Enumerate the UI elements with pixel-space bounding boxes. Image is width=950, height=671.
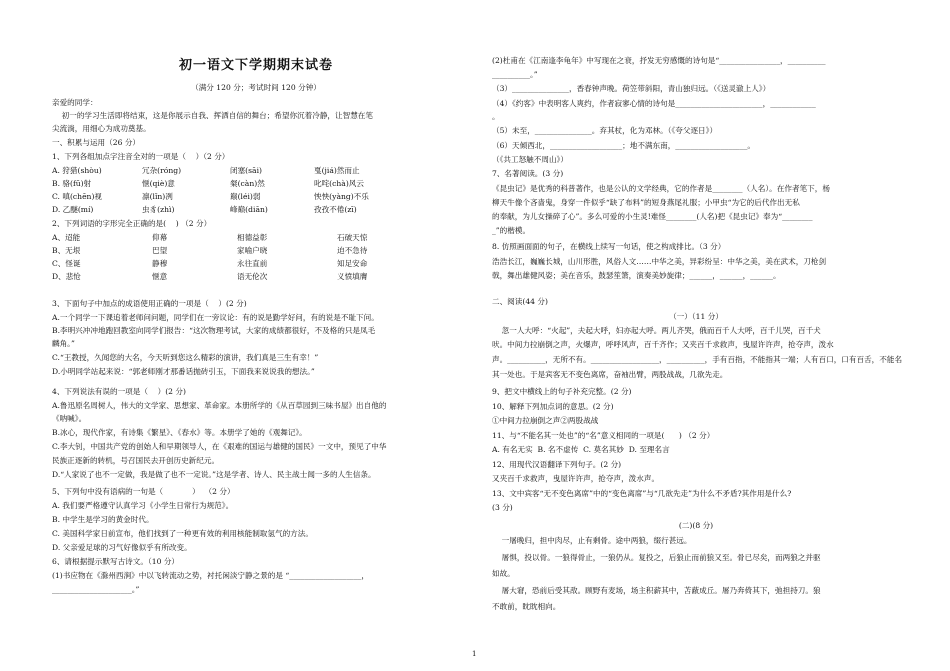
fill-blank-line: (1)书应物在《滁州西涧》中以飞转流动之势，衬托闲淡宁静之景的是 “___________________， (52, 571, 370, 580)
paragraph-line: 戟，舞出雄健风姿；美在音乐，鼓瑟笙箫，演奏美妙旋律；______，______，______。 (492, 271, 781, 280)
greeting: 亲爱的同学： (52, 98, 98, 107)
fill-blank-line: （6）天倾西北，___________________；地不满东南，___________________。 (492, 141, 756, 150)
option-cell: 孜孜不倦(zī) (314, 205, 357, 214)
option-cell: A、迢能 (52, 233, 81, 242)
fill-blank-line: __________。” (492, 70, 538, 79)
question-stem: 2、下列词语的字形完全正确的是( ) （2 分） (52, 219, 212, 228)
option-row (52, 178, 460, 191)
question-stem: 11、与“不能名其一处也”的“名”意义相同的一项是( ) （2 分） (492, 431, 715, 440)
passage-line: 不敢前，眈眈相向。 (492, 602, 561, 611)
option-cell: 峰巅(diān) (230, 205, 268, 214)
option-line: A.一个同学一下课追着老师问问题，同学们在一旁议论：有的说是勤学好问，有的说是不耻下问。 (52, 313, 379, 322)
option-cell: 知足安命 (337, 259, 368, 268)
option-cell: A. 狩猎(shòu) (52, 166, 102, 175)
option-cell: 凛(lǐn)冽 (142, 192, 173, 201)
option-cell: D. 乙醚(mí) (52, 205, 94, 214)
option-cell: 惬(qiè)意 (142, 179, 175, 188)
option-cell: 静穆 (152, 259, 168, 268)
page-number: 1 (472, 650, 477, 658)
option-cell: 永往直前 (237, 259, 268, 268)
option-cell: 迫不急待 (337, 246, 368, 255)
option-line: D. 父亲爱足球的习气好像似乎有所改变。 (52, 543, 192, 552)
question-line: ①中间力拉崩倒之声②两股战战 (492, 416, 599, 425)
option-line: B. 中学生是学习的黄金时代。 (52, 515, 154, 524)
option-cell: 语无伦次 (237, 272, 268, 281)
question-stem: (3 分) (492, 503, 513, 512)
question-stem: 6、请根据提示默写古诗文。（10 分） (52, 557, 180, 566)
option-line: 民族正逐新的转机，号召国民去开创历史新纪元。 (52, 456, 220, 465)
question-stem: 1、下列各组加点字注音全对的一项是（ ）（2 分） (52, 152, 230, 161)
option-cell: D、悲怆 (52, 272, 81, 281)
option-line: C.“王教授，久闻您的大名，今天听到您这么精彩的演讲，我们真是三生有幸！” (52, 353, 319, 362)
option-cell: 家喻户晓 (237, 246, 268, 255)
option-line: D.小明同学站起来说：“郭老师刚才那番话抛砖引玉，下面我来说说我的想法。” (52, 367, 315, 376)
question-stem: 7、名著阅读。(3 分) (492, 169, 564, 178)
question-stem: 4、下列说法有误的一项是（ ）(2 分) (52, 387, 186, 396)
question-line: 又夹百千求救声，曳屋许许声，抢夺声，泼水声。 (492, 474, 660, 483)
option-row (52, 232, 460, 245)
option-cell: C. 嗔(chēn)视 (52, 192, 103, 201)
fill-blank-line: (2)杜甫在《江南逢李龟年》中写现在之衰，抒发无穷感慨的诗句是“________________，__________ (492, 56, 826, 65)
option-cell: 惬意 (152, 272, 168, 281)
page-title: 初一语文下学期期末试卷 (178, 58, 333, 73)
option-row (52, 191, 460, 204)
passage-line: 吠。中间力拉崩倒之声，火爆声，呼呼风声，百千齐作；又夹百千求救声，曳屋许许声，抢夺声，泼水 (492, 340, 834, 349)
option-line: D.“人家说了也不一定做，我是做了也不一定说。”这是学者、诗人、民主战士闻一多的人生信条。 (52, 470, 376, 479)
fill-blank-line: （5）未至，_______________。弃其杖，化为邓林。（《夸父逐日》） (492, 126, 718, 135)
passage-heading: (二)(8 分) (678, 521, 714, 530)
option-row (52, 165, 460, 178)
option-cell: 戛(jiá)然而止 (314, 166, 360, 175)
option-line: A. 我们要严格遵守认真学习《小学生日常行为规范》。 (52, 501, 234, 510)
option-cell: 虫豸(zhì) (142, 205, 175, 214)
question-stem: 9、把文中横线上的句子补充完整。(2 分) (492, 387, 632, 396)
question-stem: 3、下面句子中加点的成语使用正确的一项是（ ）(2 分) (52, 299, 247, 308)
intro-line: 初一的学习生活即将结束，这是你展示自我、挥洒自信的舞台；希望你沉着冷静，让智慧在笔 (52, 111, 373, 120)
passage-line: 屠大窘，恐前后受其敌。顾野有麦场，场主积薪其中，苫蔽成丘。屠乃奔倚其下，弛担持刀。狼 (492, 586, 821, 595)
option-line: C.李大钊，中国共产党的创始人和早期领导人，在《艰难的国运与雄健的国民》一文中，预见了中华 (52, 442, 387, 451)
option-cell: C、怪诞 (52, 259, 81, 268)
fill-blank-line: （4）《约客》中表明客人爽约，作者寂寥心情的诗句是_______________________，____________ (492, 99, 816, 108)
fill-blank-line: _____________________。” (52, 585, 140, 594)
passage-line: 屠惧，投以骨。一狼得骨止，一狼仍从。复投之，后狼止而前狼又至。骨已尽矣，而两狼之并驱 (492, 553, 821, 562)
option-row (52, 245, 460, 258)
paragraph-line: 柳天牛像个吝啬鬼，身穿一件似乎“缺了布料”的短身燕尾礼服；小甲虫“为它的后代作出无私 (492, 198, 800, 207)
fill-blank-line: （3）_______________，香春钟声晚。荷笠带斜阳，青山独归远。（《送灵澈上人》） (492, 84, 771, 93)
option-cell: 仰幕 (152, 233, 168, 242)
passage-line: 声。__________，无所不有。__________________，__________，手有百指，不能指其一端；人有百口，口有百舌，不能名 (492, 355, 903, 364)
option-cell: 巴望 (152, 246, 168, 255)
option-cell: 粲(càn)然 (230, 179, 265, 188)
option-cell: 怏怏(yàng)不乐 (314, 192, 369, 201)
paragraph-line: 《昆虫记》是优秀的科普著作，也是公认的文学经典，它的作者是________（人名）。在作者笔下，杨 (492, 184, 830, 193)
option-row (52, 258, 460, 271)
question-stem: 5、下列句中没有语病的一句是（ ） （2 分） (52, 487, 235, 496)
option-line: 麟角。” (52, 339, 75, 348)
fill-blank-line: 。 (492, 112, 500, 121)
option-cell: 闭塞(sāi) (230, 166, 262, 175)
option-cell: 巅(léi)弱 (230, 192, 261, 201)
option-row (52, 271, 460, 284)
option-cell: 石破天惊 (337, 233, 368, 242)
passage-line: 其一处也。于是宾客无不变色离席，奋袖出臂，两股战战，几欲先走。 (492, 370, 728, 379)
option-line: B.李明兴冲冲地跑回教室向同学们报告：“这次物理考试，大家的成绩都很好，不及格的只是凤毛 (52, 326, 376, 335)
option-line: A.鲁迅原名周树人，伟大的文学家、思想家、革命家。本册所学的《从百草园到三味书屋》出自他的 (52, 401, 387, 410)
passage-line: 忽一人大呼：“火起”，夫起大呼，妇亦起大呼。两儿齐哭，俄而百千人大呼，百千儿哭，百千犬 (492, 326, 821, 335)
option-cell: B. 骆(fū)射 (52, 179, 92, 188)
option-line: 《呐喊》。 (52, 414, 87, 423)
section-heading: 一、积累与运用（26 分） (52, 138, 141, 147)
question-stem: 12、用现代汉语翻译下列句子。(2 分) (492, 460, 622, 469)
option-line: C. 美国科学家日前宣布，他们找到了一种更有效的利用核能制取氢气的方法。 (52, 529, 313, 538)
paragraph-line: 的奉献，为儿女操碎了心”。多么可爱的小生灵!难怪________(人名)把《昆虫记》奉为“________ (492, 212, 813, 221)
section-heading: 二、阅读(44 分) (492, 297, 548, 306)
page-subtitle: （满分 120 分；考试时间 120 分钟） (191, 83, 321, 92)
paragraph-line: 浩浩长江，巍巍长城，山川形胜，风俗人文……中华之美，异彩纷呈：中华之美，美在武术，刀枪剑 (492, 257, 827, 266)
option-cell: B、无垠 (52, 246, 81, 255)
option-cell: 冗杂(róng) (142, 166, 182, 175)
option-row (52, 204, 460, 217)
option-cell: 叱咤(chà)风云 (314, 179, 364, 188)
passage-line: 如故。 (492, 569, 515, 578)
option-line: B.冰心，现代作家，有诗集《繁星》、《春水》等。本册学了她的《观舞记》。 (52, 428, 307, 437)
question-stem: 8. 仿照画面面的句子，在横线上续写一句话，使之构成排比。（3 分） (492, 242, 726, 251)
passage-heading: （一）（11 分） (669, 312, 723, 321)
intro-line: 尖流淌，用细心为成功奠基。 (52, 124, 151, 133)
fill-blank-line: （《共工怒触不周山》） (492, 155, 568, 164)
question-stem: 10、解释下列加点词的意思。(2 分) (492, 402, 614, 411)
paragraph-line: _”的楷模。 (492, 226, 531, 235)
passage-line: 一屠晚归，担中肉尽，止有剩骨。途中两狼，缀行甚远。 (492, 536, 692, 545)
question-stem: 13、文中宾客“无不变色离席”中的“变色离席”与“几欲先走”为什么不矛盾?其作用是什么? (492, 489, 792, 498)
option-cell: 义愤填膺 (337, 272, 368, 281)
option-line: A. 有名无实 B. 名不虚传 C. 莫名其妙 D. 至理名言 (492, 445, 670, 454)
option-cell: 相德益彰 (237, 233, 268, 242)
